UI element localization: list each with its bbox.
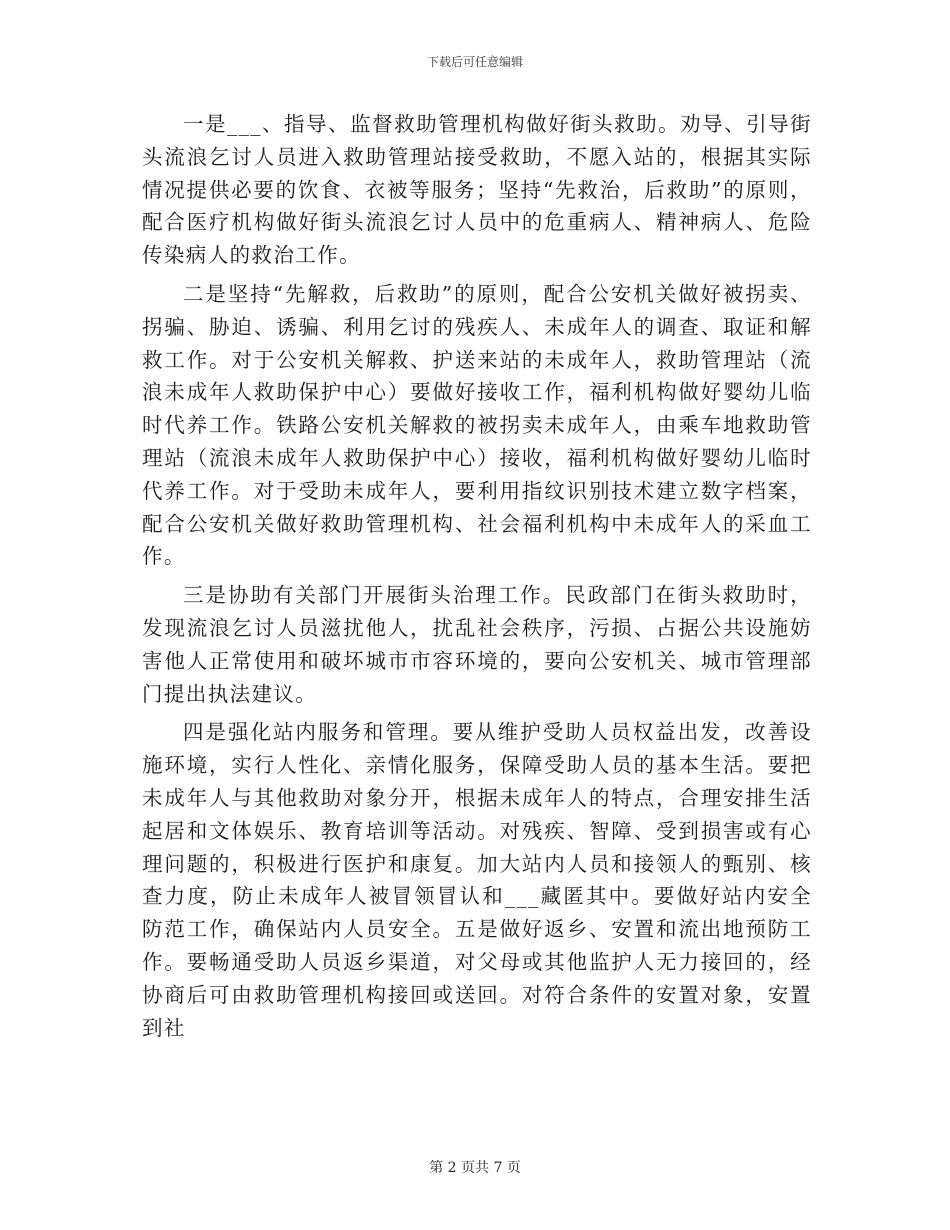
page-header: 下载后可任意编辑 [426, 55, 523, 69]
paragraph-2: 二是坚持“先解救，后救助”的原则，配合公安机关做好被拐卖、拐骗、胁迫、诱骗、利用乞讨的残疾人、未成年人的调查、取证和解救工作。对于公安机关解救、护送来站的未成年人，救助管理站（流浪未成年人救助保护中心）要做好接收工作，福利机构做好婴幼儿临时代养工作。铁路公安机关解救的被拐卖未成年人，由乘车地救助管理站（流浪未成年人救助保护中心）接收，福利机构做好婴幼儿临时代养工作。对于受助未成年人，要利用指纹识别技术建立数字档案，配合公安机关做好救助管理机构、社会福利机构中未成年人的采血工作。 [142, 281, 812, 569]
paragraph-1: 一是___、指导、监督救助管理机构做好街头救助。劝导、引导街头流浪乞讨人员进入救助管理站接受救助，不愿入站的，根据其实际情况提供必要的饮食、衣被等服务；坚持“先救治，后救助”的原则，配合医疗机构做好街头流浪乞讨人员中的危重病人、精神病人、危险传染病人的救治工作。 [142, 112, 812, 268]
page-footer: 第 2 页共 7 页 [429, 1160, 521, 1176]
document-body [142, 108, 812, 1050]
paragraph-4: 四是强化站内服务和管理。要从维护受助人员权益出发，改善设施环境，实行人性化、亲情化服务，保障受助人员的基本生活。要把未成年人与其他救助对象分开，根据未成年人的特点，合理安排生活起居和文体娱乐、教育培训等活动。对残疾、智障、受到损害或有心理问题的，积极进行医护和康复。加大站内人员和接领人的甄别、核查力度，防止未成年人被冒领冒认和___藏匿其中。要做好站内安全防范工作，确保站内人员安全。五是做好返乡、安置和流出地预防工作。要畅通受助人员返乡渠道，对父母或其他监护人无力接回的，经协商后可由救助管理机构接回或送回。对符合条件的安置对象，安置到社 [142, 720, 812, 1040]
paragraph-3: 三是协助有关部门开展街头治理工作。民政部门在街头救助时，发现流浪乞讨人员滋扰他人，扰乱社会秩序，污损、占据公共设施妨害他人正常使用和破坏城市市容环境的，要向公安机关、城市管理部门提出执法建议。 [142, 583, 812, 706]
